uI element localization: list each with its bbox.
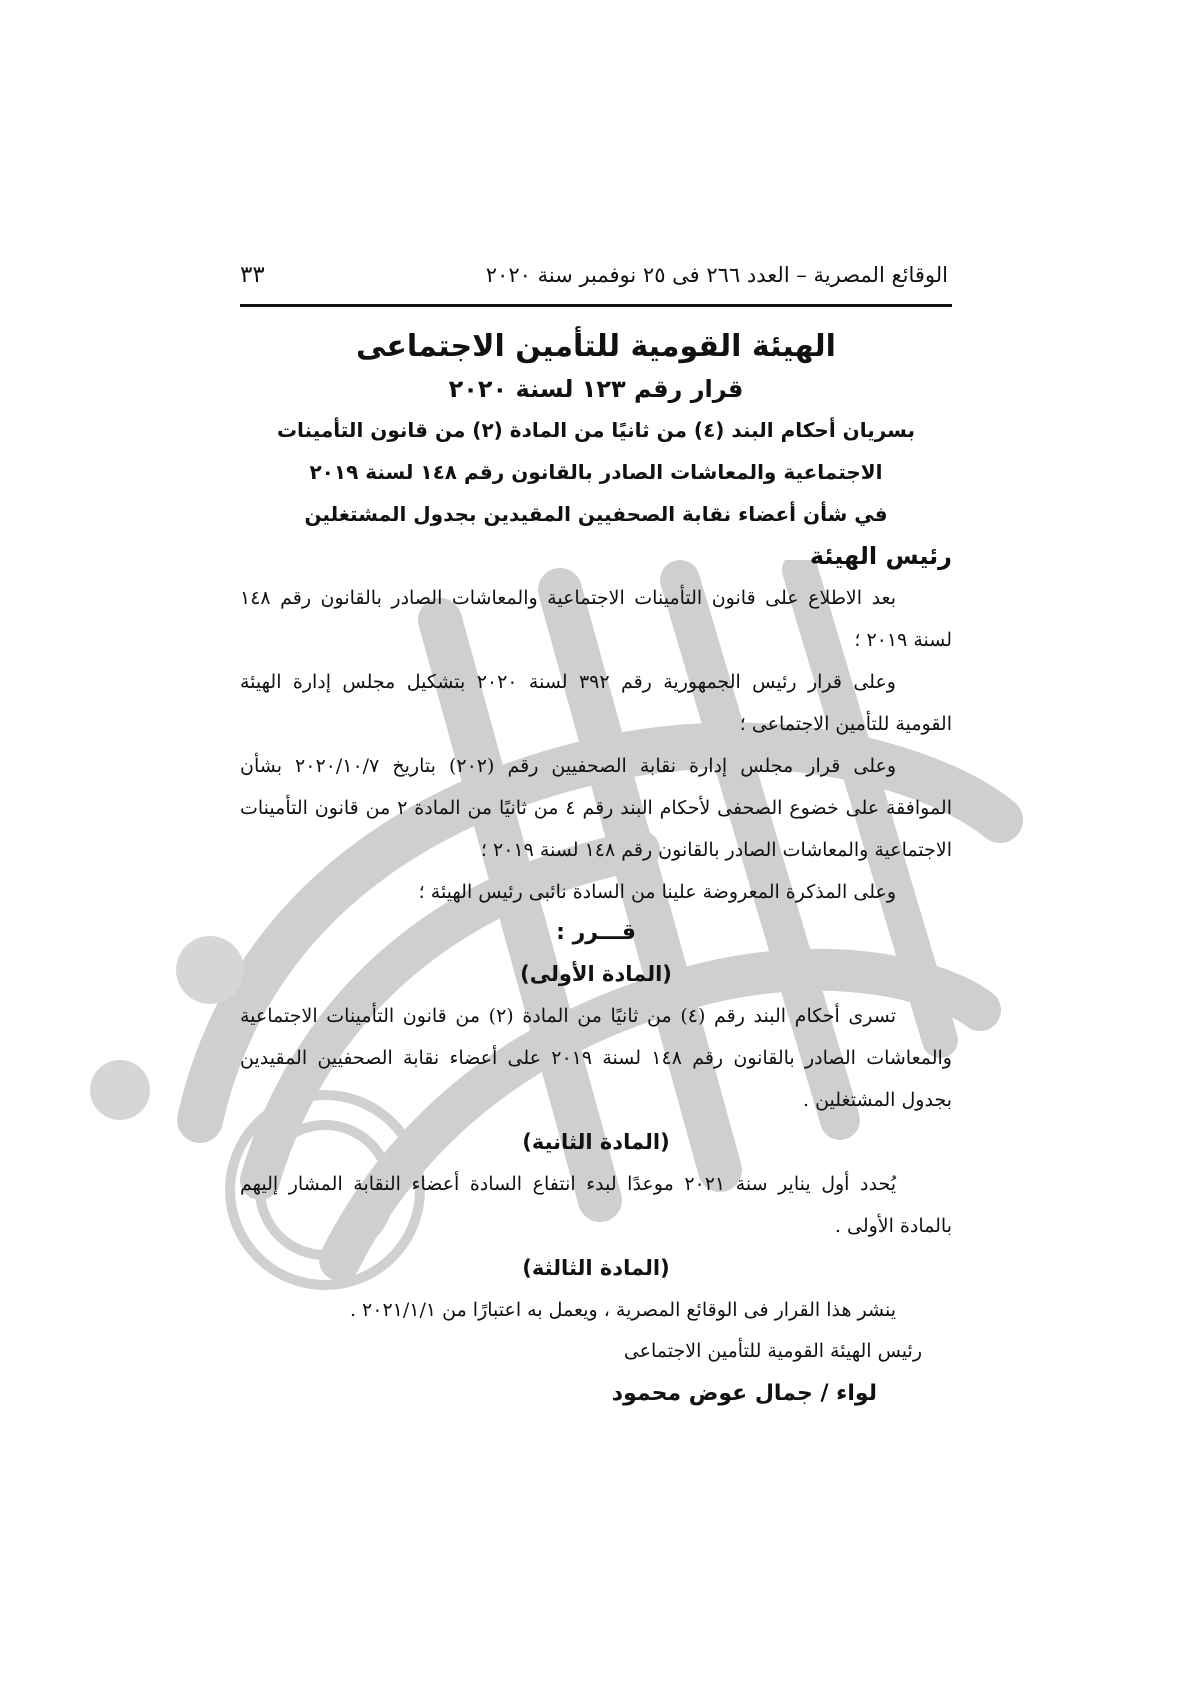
article-text: ينشر هذا القرار فى الوقائع المصرية ، ويعمل به اعتبارًا من ٢٠٢١/١/١ . [349, 1299, 896, 1321]
preamble-paragraph: وعلى المذكرة المعروضة علينا من السادة نائبى رئيس الهيئة ؛ [418, 881, 896, 903]
preamble-paragraph: وعلى قرار رئيس الجمهورية رقم ٣٩٢ لسنة ٢٠٢٠ بتشكيل مجلس إدارة الهيئة القومية للتأمين الاجتماعى ؛ [240, 671, 952, 735]
preamble-paragraph: وعلى قرار مجلس إدارة نقابة الصحفيين رقم (٢٠٢) بتاريخ ٢٠٢٠/١٠/٧ بشأن الموافقة على خضوع الصحفى لأحكام البند رقم ٤ من ثانيًا من المادة ٢ من قانون التأمينات الاجتماعية والمعاشات الصادر بالقانون رقم ١٤٨ لسنة ٢٠١٩ ؛ [240, 755, 952, 861]
publication-line: الوقائع المصرية – العدد ٢٦٦ فى ٢٥ نوفمبر سنة ٢٠٢٠ [485, 263, 948, 287]
article-text: تسرى أحكام البند رقم (٤) من ثانيًا من المادة (٢) من قانون التأمينات الاجتماعية والمعاشات الصادر بالقانون رقم ١٤٨ لسنة ٢٠١٩ على أعضاء نقابة الصحفيين المقيدين بجدول المشتغلين . [240, 1005, 952, 1111]
page-number: ٣٣ [240, 262, 265, 288]
article-title: (المادة الثالثة) [522, 1256, 670, 1280]
signatory-title: رئيس الهيئة القومية للتأمين الاجتماعى [623, 1340, 922, 1362]
header-divider [240, 304, 952, 307]
decree-number: قرار رقم ١٢٣ لسنة ٢٠٢٠ [448, 375, 744, 403]
authority-title: الهيئة القومية للتأمين الاجتماعى [356, 329, 836, 364]
article-title: (المادة الأولى) [520, 962, 672, 986]
gazette-page [240, 262, 952, 1417]
decree-subject-line: في شأن أعضاء نقابة الصحفيين المقيدين بجدول المشتغلين [304, 502, 888, 526]
decided-label: قـــرر : [556, 920, 636, 945]
signatory-name: لواء / جمال عوض محمود [611, 1381, 877, 1406]
article-text: يُحدد أول يناير سنة ٢٠٢١ موعدًا لبدء انتفاع السادة أعضاء النقابة المشار إليهم بالمادة الأولى . [240, 1173, 952, 1237]
decree-subject-line: الاجتماعية والمعاشات الصادر بالقانون رقم ١٤٨ لسنة ٢٠١٩ [309, 460, 883, 484]
issuer-heading: رئيس الهيئة [809, 542, 952, 570]
preamble-paragraph: بعد الاطلاع على قانون التأمينات الاجتماعية والمعاشات الصادر بالقانون رقم ١٤٨ لسنة ٢٠١٩ ؛ [240, 587, 952, 651]
decree-subject-line: بسريان أحكام البند (٤) من ثانيًا من المادة (٢) من قانون التأمينات [276, 418, 916, 442]
article-title: (المادة الثانية) [522, 1130, 670, 1154]
page-header [240, 262, 952, 298]
